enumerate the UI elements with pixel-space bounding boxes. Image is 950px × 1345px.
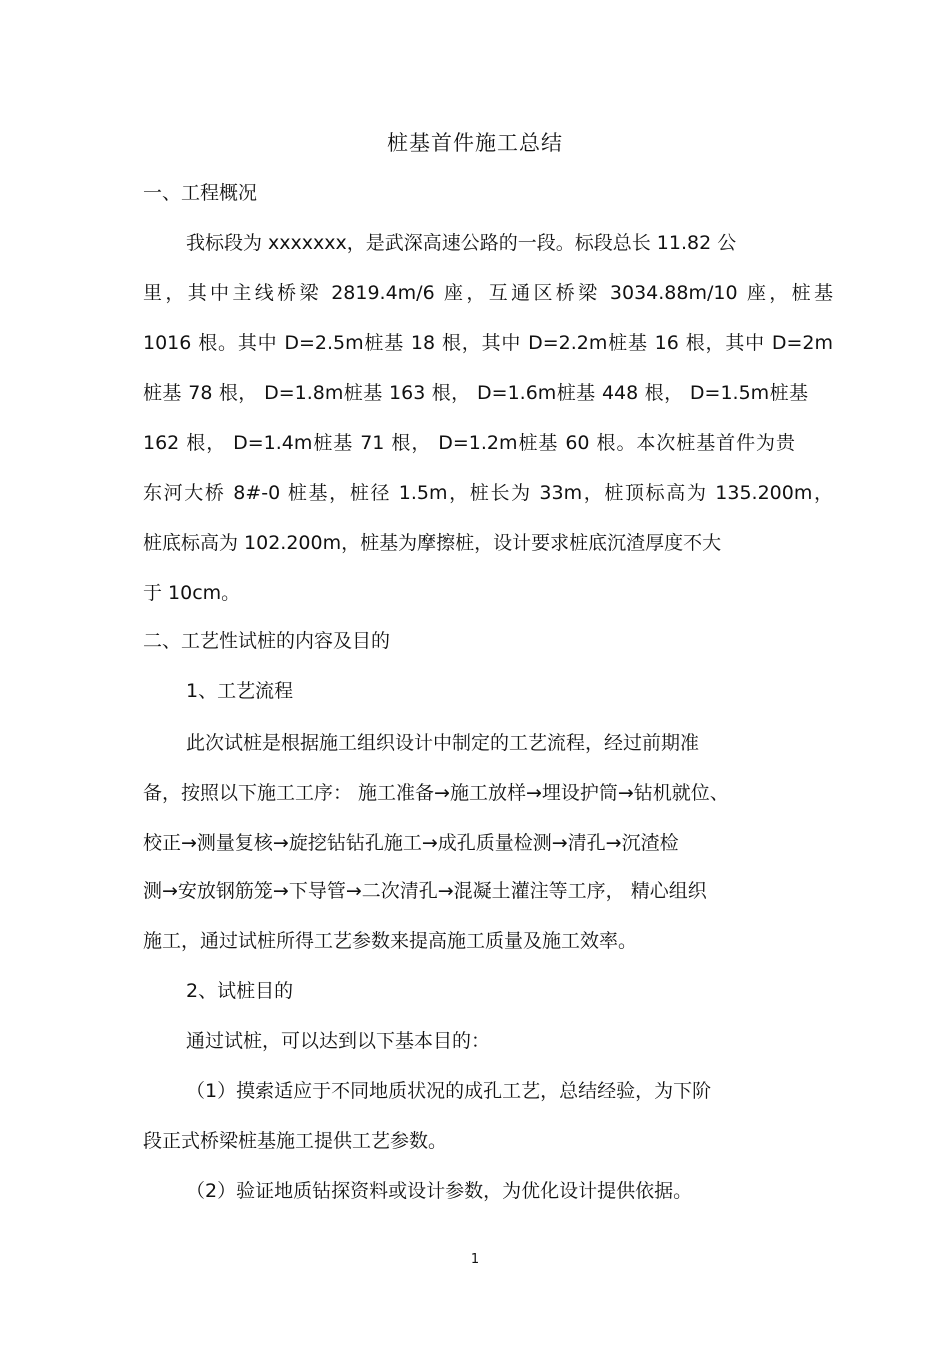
paragraph-line: 桩底标高为 102.200m，桩基为摩擦桩，设计要求桩底沉渣厚度不大 [143, 532, 722, 554]
paragraph-line: 桩基 78 根， D=1.8m桩基 163 根， D=1.6m桩基 448 根， D=1.5m桩基 [143, 382, 808, 404]
paragraph-line: 备，按照以下施工工序： 施工准备→施工放样→埋设护筒→钻机就位、 [143, 782, 729, 804]
paragraph-line: 通过试桩，可以达到以下基本目的： [186, 1030, 491, 1052]
paragraph-line: 里，其中主线桥梁 2819.4m/6 座，互通区桥梁 3034.88m/10 座，桩基 [143, 282, 833, 304]
subsection-heading-purpose: 2、试桩目的 [186, 980, 294, 1002]
list-item-continuation: 段正式桥梁桩基施工提供工艺参数。 [143, 1130, 448, 1152]
page-number: 1 [470, 1252, 480, 1267]
paragraph-line: 施工，通过试桩所得工艺参数来提高施工质量及施工效率。 [143, 930, 638, 952]
section-heading-trial-pile: 二、工艺性试桩的内容及目的 [143, 630, 391, 652]
paragraph-line: 于 10cm。 [143, 582, 241, 604]
subsection-heading-process: 1、工艺流程 [186, 680, 294, 702]
paragraph-line: 测→安放钢筋笼→下导管→二次清孔→混凝土灌注等工序， 精心组织 [143, 880, 707, 902]
paragraph-line: 此次试桩是根据施工组织设计中制定的工艺流程，经过前期准 [186, 732, 700, 754]
paragraph-line: 我标段为 xxxxxxx，是武深高速公路的一段。标段总长 11.82 公 [186, 232, 737, 254]
section-heading-overview: 一、工程概况 [143, 182, 258, 204]
list-item: （1）摸索适应于不同地质状况的成孔工艺，总结经验，为下阶 [186, 1080, 712, 1102]
paragraph-line: 162 根， D=1.4m桩基 71 根， D=1.2m桩基 60 根。本次桩基首件为贵 [143, 432, 795, 454]
list-item: （2）验证地质钻探资料或设计参数，为优化设计提供依据。 [186, 1180, 693, 1202]
paragraph-line: 东河大桥 8#-0 桩基，桩径 1.5m，桩长为 33m，桩顶标高为 135.200m， [143, 482, 833, 504]
paragraph-line: 1016 根。其中 D=2.5m桩基 18 根，其中 D=2.2m桩基 16 根，其中 D=2m [143, 332, 833, 354]
document-title: 桩基首件施工总结 [387, 131, 563, 155]
paragraph-line: 校正→测量复核→旋挖钻钻孔施工→成孔质量检测→清孔→沉渣检 [143, 832, 679, 854]
